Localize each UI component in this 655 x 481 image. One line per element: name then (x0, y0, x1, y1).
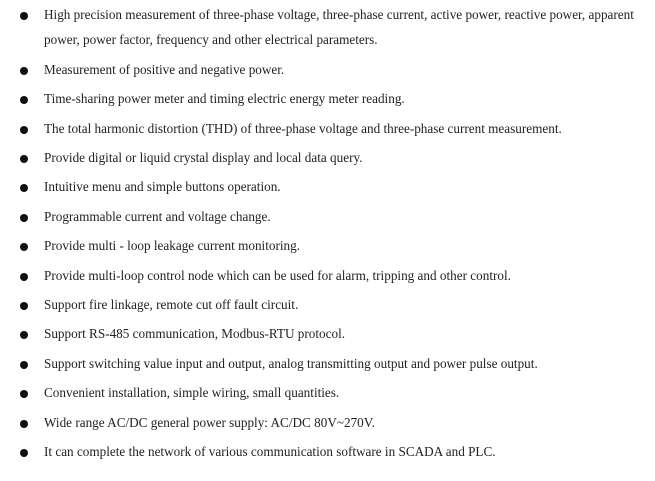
feature-text: Wide range AC/DC general power supply: AC/DC 80V~270V. (44, 414, 375, 430)
feature-text: Support fire linkage, remote cut off fault circuit. (44, 297, 299, 313)
feature-text: Provide multi-loop control node which can be used for alarm, tripping and other control. (44, 267, 511, 283)
list-item (0, 410, 655, 435)
list-item (0, 321, 655, 346)
list-item (0, 233, 655, 258)
list-item (0, 380, 655, 405)
list-item (0, 145, 655, 170)
bullet-icon (20, 243, 28, 251)
list-item (0, 86, 655, 111)
list-item (0, 174, 655, 199)
feature-text: Provide digital or liquid crystal display and local data query. (44, 150, 363, 166)
bullet-icon (20, 67, 28, 75)
list-item (0, 263, 655, 288)
bullet-icon (20, 449, 28, 457)
feature-text: The total harmonic distortion (THD) of three-phase voltage and three-phase current measurement. (44, 120, 562, 136)
bullet-icon (20, 184, 28, 192)
feature-list (0, 2, 655, 469)
feature-text: Measurement of positive and negative power. (44, 61, 285, 77)
list-item (0, 439, 655, 464)
feature-text: Time-sharing power meter and timing electric energy meter reading. (44, 91, 405, 107)
bullet-icon (20, 390, 28, 398)
list-item (0, 204, 655, 229)
list-item (0, 2, 655, 53)
bullet-icon (20, 361, 28, 369)
list-item (0, 57, 655, 82)
bullet-icon (20, 302, 28, 310)
feature-text: It can complete the network of various communication software in SCADA and PLC. (44, 444, 496, 460)
list-item (0, 292, 655, 317)
feature-text: Support RS-485 communication, Modbus-RTU protocol. (44, 326, 346, 342)
bullet-icon (20, 331, 28, 339)
bullet-icon (20, 420, 28, 428)
bullet-icon (20, 214, 28, 222)
bullet-icon (20, 155, 28, 163)
feature-text: Intuitive menu and simple buttons operation. (44, 179, 281, 195)
feature-text: High precision measurement of three-phase voltage, three-phase current, active power, reactive power, apparent power, power factor, frequency and other electrical parameters. (44, 7, 634, 48)
bullet-icon (20, 273, 28, 281)
bullet-icon (20, 96, 28, 104)
feature-text: Programmable current and voltage change. (44, 208, 271, 224)
feature-text: Support switching value input and output, analog transmitting output and power pulse output. (44, 355, 538, 371)
feature-text: Convenient installation, simple wiring, small quantities. (44, 385, 340, 401)
bullet-icon (20, 12, 28, 20)
list-item (0, 351, 655, 376)
feature-text: Provide multi - loop leakage current monitoring. (44, 238, 300, 254)
list-item (0, 116, 655, 141)
bullet-icon (20, 126, 28, 134)
